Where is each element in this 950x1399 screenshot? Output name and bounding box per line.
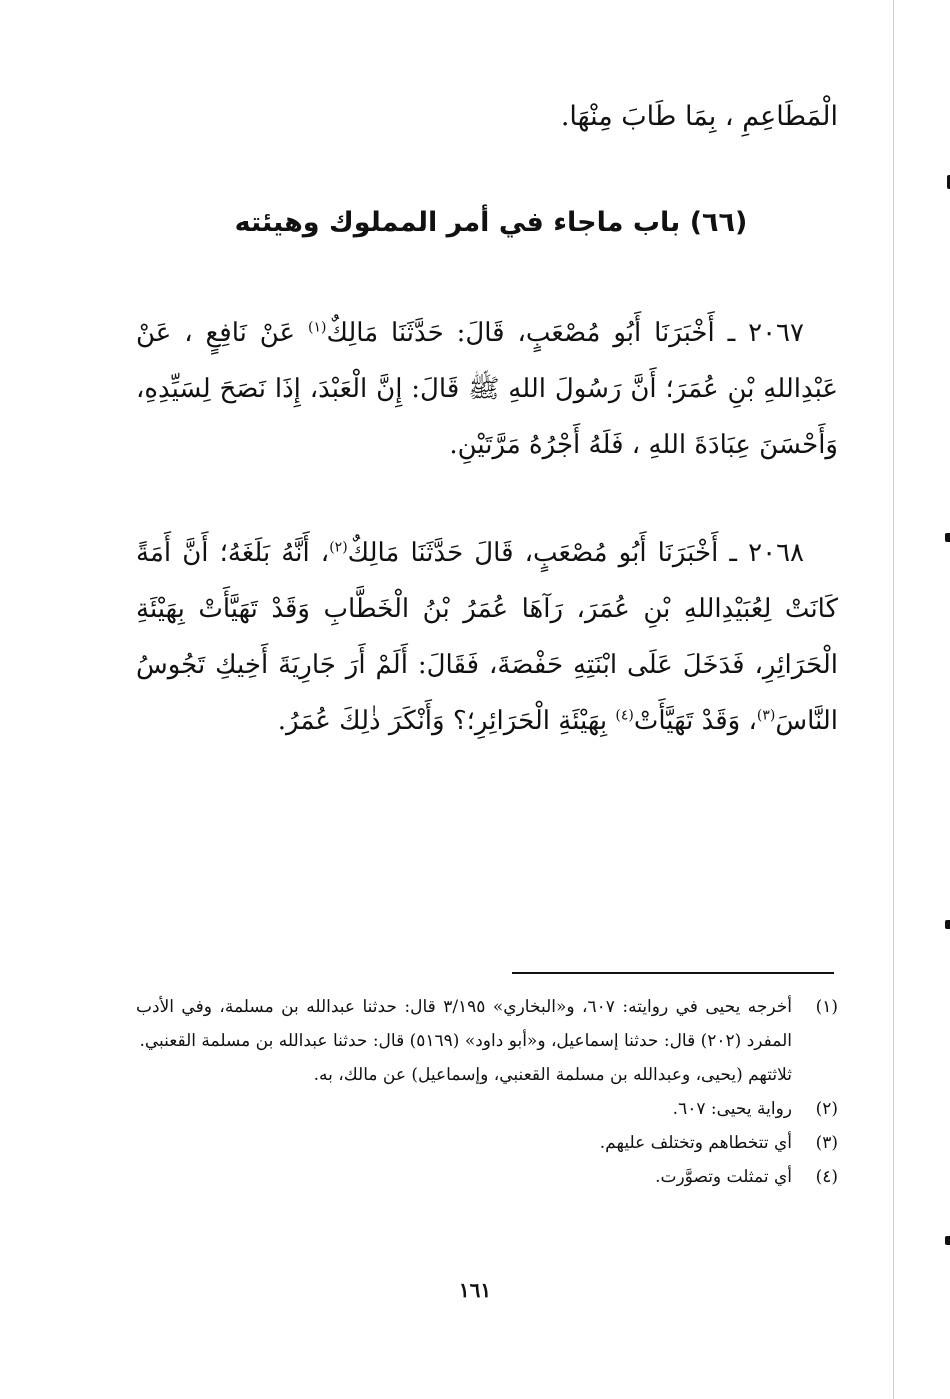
footnote-item bbox=[136, 990, 838, 1058]
hadith-text: أَخْبَرَنَا أَبُو مُصْعَبٍ، قَالَ: حَدَّثَنَا مَالِكٌ bbox=[326, 318, 715, 348]
footnote-number: (٣) bbox=[815, 1133, 838, 1153]
footnote-item bbox=[136, 1126, 838, 1160]
hadith-paragraph bbox=[136, 525, 838, 749]
hadith-text: بِهَيْئَةِ الْحَرَائِرِ؛؟ وَأَنْكَرَ ذٰلِكَ عُمَرُ. bbox=[277, 706, 608, 736]
footnote-ref[interactable]: (٣) bbox=[756, 707, 776, 724]
footnote-ref[interactable]: (١) bbox=[307, 319, 327, 336]
footnote-text: أي تتخطاهم وتختلف عليهم. bbox=[599, 1133, 792, 1153]
scan-edge-mark bbox=[945, 533, 950, 542]
hadith-text: عَنْ نَافِعٍ ، عَنْ عَبْدِاللهِ بْنِ عُمَرَ؛ أَنَّ رَسُولَ اللهِ ﷺ قَالَ: إِنَّ الْعَبْدَ، إِذَا نَصَحَ لِسَيِّدِهِ، وَأَحْسَنَ عِبَادَةَ اللهِ ، فَلَهُ أَجْرُهُ مَرَّتَيْنِ. bbox=[136, 318, 838, 460]
scan-edge-mark bbox=[945, 1236, 950, 1245]
footnote-ref[interactable]: (٢) bbox=[329, 539, 348, 556]
scan-edge-line bbox=[893, 0, 894, 1399]
hadith-2067 bbox=[136, 305, 838, 473]
hadith-text: ، وَقَدْ تَهَيَّأَتْ bbox=[633, 706, 757, 736]
footnote-ref[interactable]: (٤) bbox=[615, 707, 634, 724]
continued-text-line: الْمَطَاعِمِ ، بِمَا طَابَ مِنْهَا. bbox=[560, 101, 838, 132]
footnote-number: (٤) bbox=[815, 1167, 838, 1187]
hadith-number: ٢٠٦٧ ـ bbox=[727, 318, 804, 348]
footnote-item bbox=[136, 1092, 838, 1126]
hadith-text: ، أَنَّهُ بَلَغَهُ؛ أَنَّ أَمَةً كَانَتْ لِعُبَيْدِاللهِ بْنِ عُمَرَ، رَآهَا عُمَرُ بْنُ الْخَطَّابِ وَقَدْ تَهَيَّأَتْ بِهَيْئَةِ الْحَرَائِرِ، فَدَخَلَ عَلَى ابْنَتِهِ حَفْصَةَ، فَقَالَ: أَلَمْ أَرَ جَارِيَةَ أَخِيكِ تَجُوسُ النَّاسَ bbox=[136, 538, 838, 736]
hadith-2068 bbox=[136, 525, 838, 749]
footnote-item bbox=[136, 1160, 838, 1194]
footnote-text: رواية يحيى: ٦٠٧. bbox=[672, 1099, 792, 1119]
footnote-separator bbox=[512, 972, 834, 974]
page-number: ١٦١ bbox=[458, 1278, 492, 1302]
footnote-text: أي تمثلت وتصوَّرت. bbox=[655, 1167, 792, 1187]
chapter-title: (٦٦) باب ماجاء في أمر المملوك وهيئته bbox=[234, 207, 748, 238]
hadith-text: أَخْبَرَنَا أَبُو مُصْعَبٍ، قَالَ حَدَّثَنَا مَالِكٌ bbox=[347, 538, 719, 568]
footnote-text: أخرجه يحيى في روايته: ٦٠٧، و«البخاري» ٣/١٩٥ قال: حدثنا عبدالله بن مسلمة، وفي الأدب المفرد (٢٠٢) قال: حدثنا إسماعيل، و«أبو داود» (٥١٦٩) قال: حدثنا عبدالله بن مسلمة القعنبي. bbox=[136, 997, 793, 1051]
hadith-number: ٢٠٦٨ ـ bbox=[729, 538, 804, 568]
footnote-number: (١) bbox=[815, 997, 838, 1017]
scan-edge-mark bbox=[945, 920, 950, 929]
hadith-paragraph bbox=[136, 305, 838, 473]
footnote-number: (٢) bbox=[815, 1099, 838, 1119]
footnote-continuation: ثلاثتهم (يحيى، وعبدالله بن مسلمة القعنبي، وإسماعيل) عن مالك، به. bbox=[313, 1065, 792, 1085]
footnotes-section bbox=[136, 990, 838, 1194]
